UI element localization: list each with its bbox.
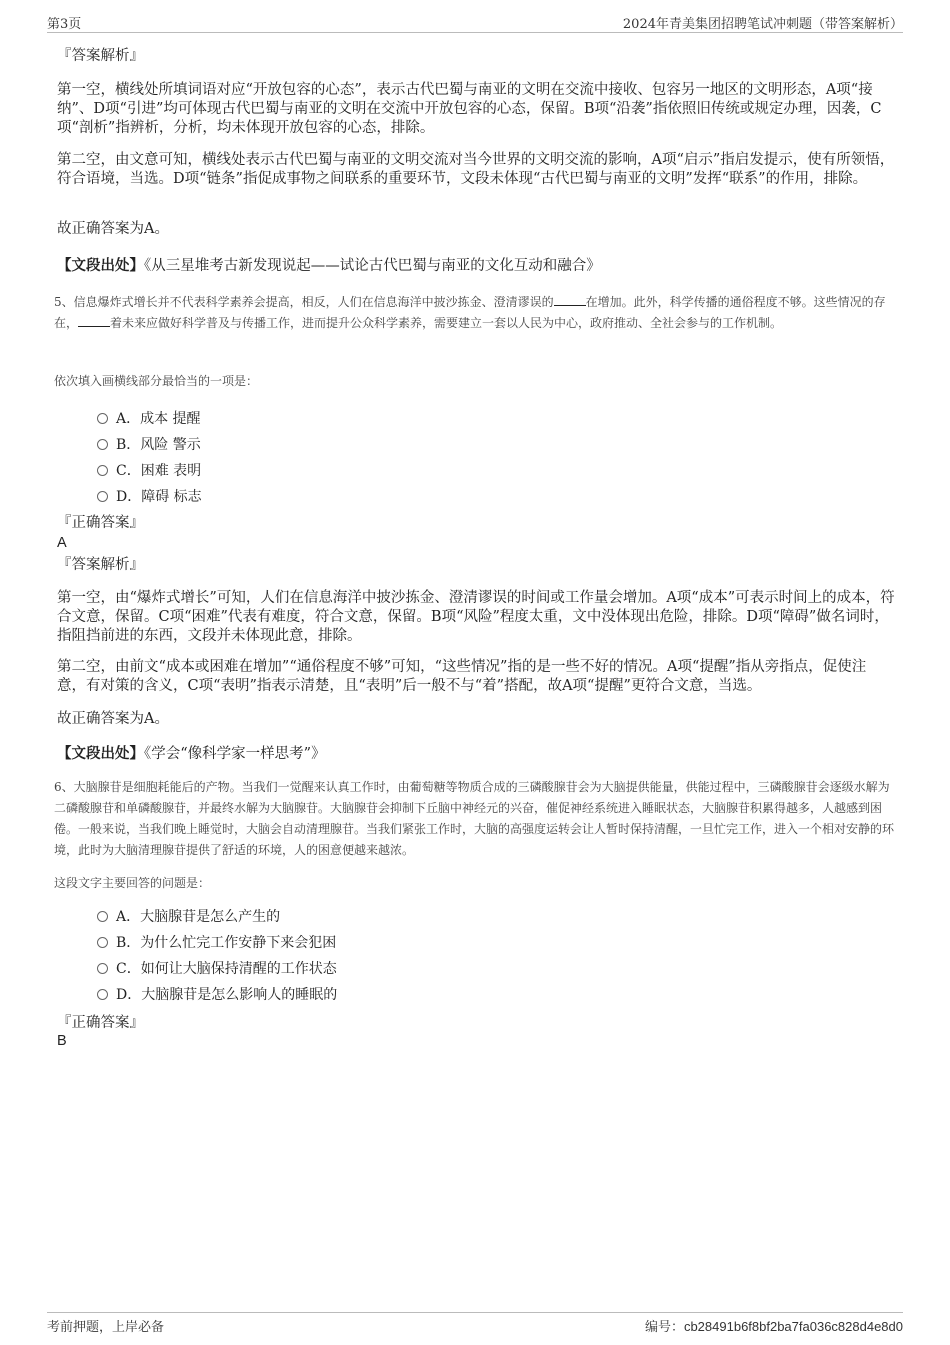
q6-correct-answer: B bbox=[57, 1033, 67, 1049]
q6-option-c[interactable]: C．如何让大脑保持清醒的工作状态 bbox=[97, 960, 337, 978]
q4-analysis-para2: 第二空，由文意可知，横线处表示古代巴蜀与南亚的文明交流对当今世界的文明交流的影响，A项“启示”指启发提示，使有所领悟，符合语境，当选。D项“链条”指促成事物之间联系的重要环节，文段未体现“古代巴蜀与南亚的文明”发挥“联系”的作用，排除。 bbox=[57, 152, 895, 187]
q6-option-a[interactable]: A．大脑腺苷是怎么产生的 bbox=[97, 908, 280, 926]
q5-stem bbox=[54, 292, 896, 334]
radio-icon[interactable] bbox=[97, 465, 108, 476]
q5-option-d[interactable]: D．障碍 标志 bbox=[97, 488, 202, 506]
q4-analysis-label: 『答案解析』 bbox=[57, 48, 144, 64]
q5-correct-label: 『正确答案』 bbox=[57, 515, 144, 531]
radio-icon[interactable] bbox=[97, 911, 108, 922]
q4-source-label: 【文段出处】 bbox=[57, 257, 144, 274]
footer-slogan: 考前押题，上岸必备 bbox=[47, 1320, 165, 1335]
radio-icon[interactable] bbox=[97, 413, 108, 424]
radio-icon[interactable] bbox=[97, 937, 108, 948]
q5-prompt: 依次填入画横线部分最恰当的一项是： bbox=[54, 374, 259, 388]
q4-source bbox=[57, 256, 895, 276]
radio-icon[interactable] bbox=[97, 439, 108, 450]
q5-stem-part1: 5、信息爆炸式增长并不代表科学素养会提高，相反，人们在信息海洋中披沙拣金、澄清谬误的 bbox=[54, 295, 554, 309]
radio-icon[interactable] bbox=[97, 491, 108, 502]
page-number: 第3页 bbox=[47, 17, 82, 32]
q5-stem-part3: 着未来应做好科学普及与传播工作，进而提升公众科学素养，需要建立一套以人民为中心，政府推动、全社会参与的工作机制。 bbox=[110, 316, 783, 330]
q5-option-b[interactable]: B．风险 警示 bbox=[97, 436, 201, 454]
q5-conclusion: 故正确答案为A。 bbox=[57, 711, 169, 727]
q5-option-c[interactable]: C．困难 表明 bbox=[97, 462, 201, 480]
q5-option-a[interactable]: A．成本 提醒 bbox=[97, 410, 201, 428]
q6-option-d[interactable]: D．大脑腺苷是怎么影响人的睡眠的 bbox=[97, 986, 337, 1004]
q5-analysis-para1: 第一空，由“爆炸式增长”可知，人们在信息海洋中披沙拣金、澄清谬误的时间或工作量会增加。A项“成本”可表示时间上的成本，符合文意，保留。C项“困难”代表有难度，符合文意，保留。B项“风险”程度太重，文中没体现出危险，排除。D项“障碍”做名词时，指阻挡前进的东西，文段并未体现此意，排除。 bbox=[57, 590, 895, 644]
q4-analysis-para1: 第一空，横线处所填词语对应“开放包容的心态”，表示古代巴蜀与南亚的文明在交流中接收、包容另一地区的文明形态，A项“接纳”、D项“引进”均可体现古代巴蜀与南亚的文明在交流中开放包容的心态，保留。B项“沿袭”指依照旧传统或规定办理，因袭，C项“剖析”指辨析，分析，均未体现开放包容的心态，排除。 bbox=[57, 82, 882, 136]
page-footer bbox=[47, 1312, 903, 1335]
q6-option-b[interactable]: B．为什么忙完工作安静下来会犯困 bbox=[97, 934, 336, 952]
q6-correct-label: 『正确答案』 bbox=[57, 1015, 144, 1031]
page-header bbox=[47, 12, 903, 33]
radio-icon[interactable] bbox=[97, 989, 108, 1000]
q6-prompt: 这段文字主要回答的问题是： bbox=[54, 876, 211, 890]
code-label: 编号： bbox=[644, 1320, 684, 1335]
q5-analysis-label: 『答案解析』 bbox=[57, 557, 144, 573]
q5-source-text: 《学会“像科学家一样思考”》 bbox=[144, 746, 326, 762]
q5-analysis-para2: 第二空，由前文“成本或困难在增加”“通俗程度不够”可知，“这些情况”指的是一些不好的情况。A项“提醒”指从旁指点，促使注意，有对策的含义，C项“表明”指表示清楚，且“表明”后一般不与“着”搭配，故A项“提醒”更符合文意，当选。 bbox=[57, 659, 867, 694]
q5-blank-1 bbox=[554, 293, 586, 306]
radio-icon[interactable] bbox=[97, 963, 108, 974]
q5-source-label: 【文段出处】 bbox=[57, 745, 144, 762]
q5-blank-2 bbox=[78, 314, 110, 327]
q4-source-text: 《从三星堆考古新发现说起——试论古代巴蜀与南亚的文化互动和融合》 bbox=[144, 258, 601, 274]
q5-source bbox=[57, 744, 895, 764]
q5-stem-part2: 在增加。此外，科学传播的通俗程度不够。这些情况的存在， bbox=[54, 295, 886, 330]
q5-correct-answer: A bbox=[57, 535, 67, 551]
code-value: cb28491b6f8bf2ba7fa036c828d4e8d0 bbox=[683, 1319, 903, 1334]
document-code bbox=[645, 1316, 903, 1335]
document-title: 2024年青美集团招聘笔试冲刺题（带答案解析） bbox=[622, 17, 903, 32]
q4-conclusion: 故正确答案为A。 bbox=[57, 221, 169, 237]
q6-stem: 6、大脑腺苷是细胞耗能后的产物。当我们一觉醒来认真工作时，由葡萄糖等物质合成的三磷酸腺苷会为大脑提供能量，供能过程中，三磷酸腺苷会逐级水解为二磷酸腺苷和单磷酸腺苷，并最终水解为大脑腺苷。大脑腺苷会抑制下丘脑中神经元的兴奋，催促神经系统进入睡眠状态，大脑腺苷积累得越多，人越感到困倦。一般来说，当我们晚上睡觉时，大脑会自动清理腺苷。当我们紧张工作时，大脑的高强度运转会让人暂时保持清醒，一旦忙完工作，进入一个相对安静的环境，此时为大脑清理腺苷提供了舒适的环境，人的困意便越来越浓。 bbox=[54, 780, 895, 857]
